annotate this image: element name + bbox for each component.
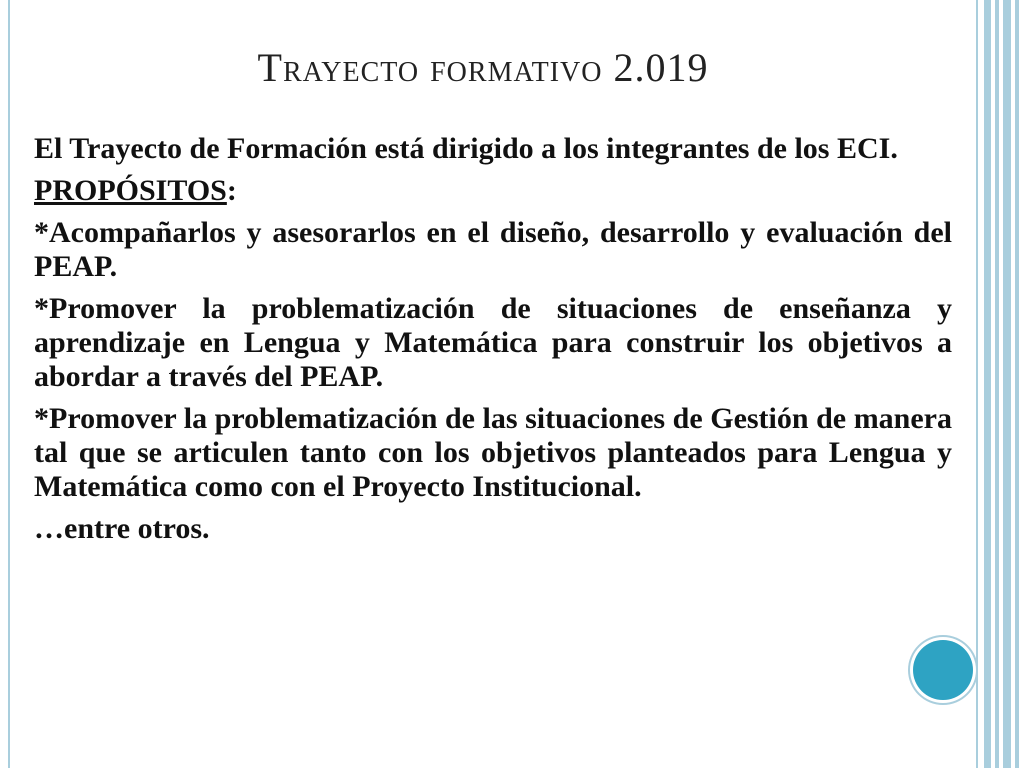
closing-text: …entre otros. bbox=[34, 512, 210, 545]
slide-body bbox=[34, 132, 952, 554]
purpose-item: *Acompañarlos y asesorarlos en el diseño, desarrollo y evaluación del PEAP. bbox=[34, 216, 952, 283]
decorative-circle-icon bbox=[913, 640, 973, 700]
left-border-line bbox=[8, 0, 10, 768]
right-border-stripe bbox=[1003, 0, 1011, 768]
purposes-heading-text: PROPÓSITOS bbox=[34, 174, 227, 207]
purposes-heading bbox=[34, 174, 952, 208]
purposes-heading-colon: : bbox=[226, 174, 237, 207]
intro-paragraph: El Trayecto de Formación está dirigido a los integrantes de los ECI. bbox=[34, 132, 898, 165]
right-border-stripe bbox=[976, 0, 978, 768]
right-border-stripe bbox=[984, 0, 991, 768]
purpose-item: *Promover la problematización de las situaciones de Gestión de manera tal que se articulen tanto con los objetivos planteados para Lengua y Matemática como con el Proyecto Institucional. bbox=[34, 402, 952, 503]
right-border-stripe bbox=[1015, 0, 1019, 768]
purpose-item: *Promover la problematización de situaciones de enseñanza y aprendizaje en Lengua y Matemática para construir los objetivos a abordar a través del PEAP. bbox=[34, 292, 952, 393]
slide-title: Trayecto formativo 2.019 bbox=[257, 45, 709, 90]
right-border-stripe bbox=[995, 0, 999, 768]
